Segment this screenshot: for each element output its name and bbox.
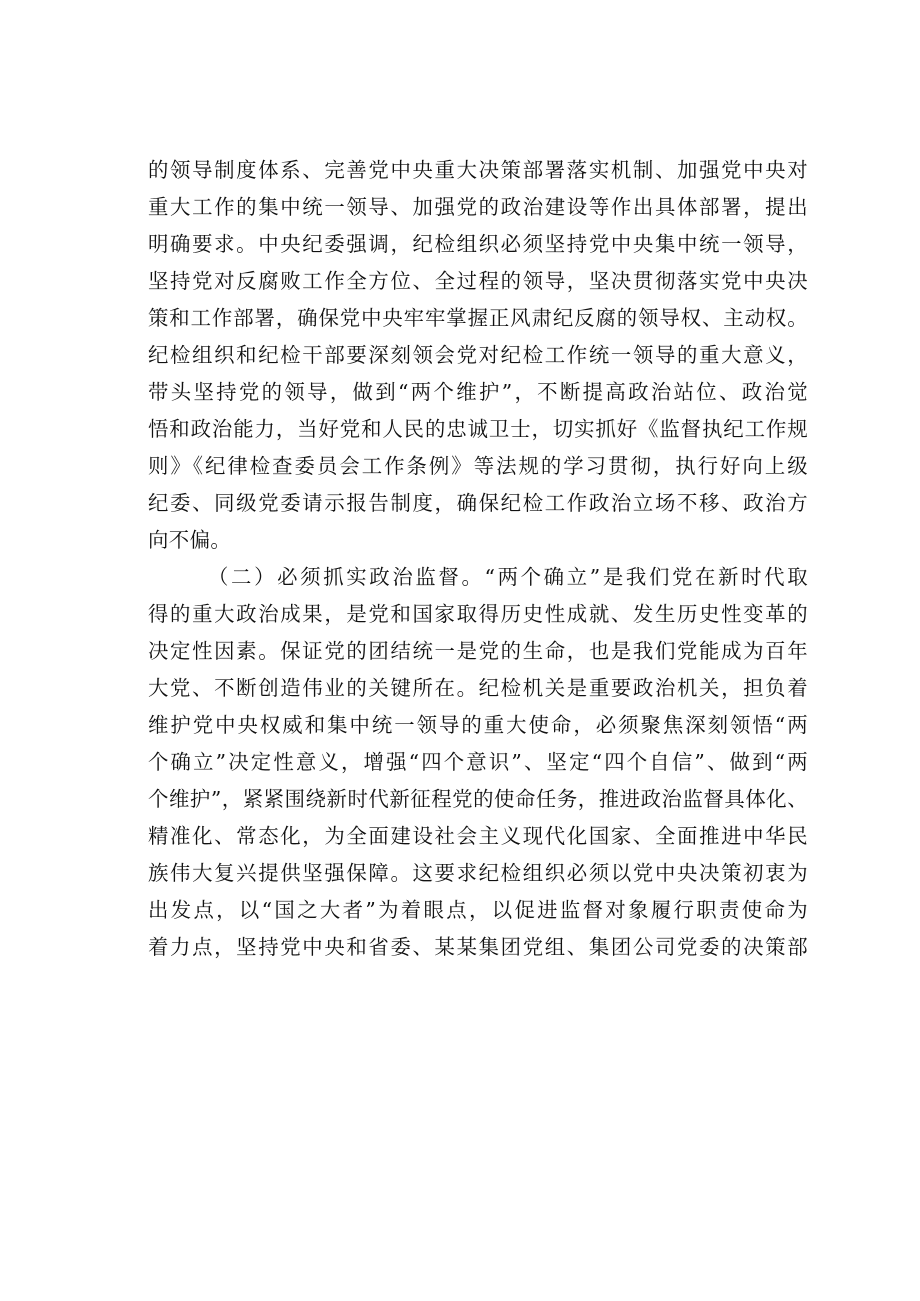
- text-line: 个维护”，紧紧围绕新时代新征程党的使命任务，推进政治监督具体化、: [148, 787, 808, 811]
- text-line: 决定性因素。保证党的团结统一是党的生命，也是我们党能成为百年: [148, 639, 808, 663]
- text-line: 大党、不断创造伟业的关键所在。纪检机关是重要政治机关，担负着: [148, 676, 808, 700]
- text-line: 精准化、常态化，为全面建设社会主义现代化国家、全面推进中华民: [148, 824, 808, 848]
- paragraph-2: [148, 559, 808, 966]
- text-line: 明确要求。中央纪委强调，纪检组织必须坚持党中央集中统一领导，: [148, 232, 808, 256]
- section-heading-line: （二）必须抓实政治监督。“两个确立”是我们党在新时代取: [208, 565, 808, 589]
- text-line: 维护党中央权威和集中统一领导的重大使命，必须聚焦深刻领悟“两: [148, 713, 808, 737]
- text-line: 的领导制度体系、完善党中央重大决策部署落实机制、加强党中央对: [148, 158, 808, 182]
- text-line: 族伟大复兴提供坚强保障。这要求纪检组织必须以党中央决策初衷为: [148, 861, 808, 885]
- text-line: 纪委、同级党委请示报告制度，确保纪检工作政治立场不移、政治方: [148, 491, 808, 515]
- text-line: 悟和政治能力，当好党和人民的忠诚卫士，切实抓好《监督执纪工作规: [148, 417, 808, 441]
- text-line: 出发点，以“国之大者”为着眼点，以促进监督对象履行职责使命为: [148, 898, 808, 922]
- document-body: [148, 152, 808, 966]
- text-line: 重大工作的集中统一领导、加强党的政治建设等作出具体部署，提出: [148, 195, 808, 219]
- text-line: 个确立”决定性意义，增强“四个意识”、坚定“四个自信”、做到“两: [148, 750, 808, 774]
- text-line: 坚持党对反腐败工作全方位、全过程的领导，坚决贯彻落实党中央决: [148, 269, 808, 293]
- paragraph-1: [148, 152, 808, 559]
- text-line: 则》《纪律检查委员会工作条例》等法规的学习贯彻，执行好向上级: [148, 454, 808, 478]
- text-line: 策和工作部署，确保党中央牢牢掌握正风肃纪反腐的领导权、主动权。: [148, 306, 808, 330]
- text-line: 带头坚持党的领导，做到“两个维护”，不断提高政治站位、政治觉: [148, 380, 808, 404]
- text-line: 得的重大政治成果，是党和国家取得历史性成就、发生历史性变革的: [148, 602, 808, 626]
- text-line: 向不偏。: [148, 528, 232, 552]
- text-line: 着力点，坚持党中央和省委、某某集团党组、集团公司党委的决策部: [148, 935, 808, 959]
- text-line: 纪检组织和纪检干部要深刻领会党对纪检工作统一领导的重大意义，: [148, 343, 808, 367]
